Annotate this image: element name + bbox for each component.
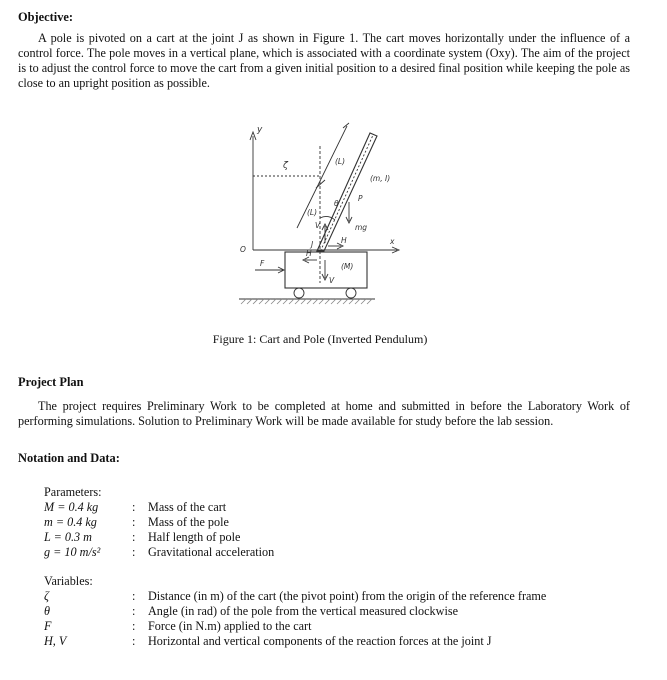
label-mg: mg bbox=[355, 223, 368, 232]
label-zeta: ζ bbox=[283, 161, 288, 171]
variable-symbol: ζ bbox=[44, 589, 49, 603]
variable-symbol: H, V bbox=[44, 634, 67, 648]
separator: : bbox=[132, 634, 136, 648]
parameter-symbol: m = 0.4 kg bbox=[44, 515, 97, 529]
objective-heading: Objective: bbox=[18, 10, 74, 24]
parameter-description: Gravitational acceleration bbox=[148, 545, 275, 559]
parameter-description: Half length of pole bbox=[148, 530, 241, 544]
separator: : bbox=[132, 530, 136, 544]
label-O: O bbox=[240, 245, 246, 254]
variable-description: Force (in N.m) applied to the cart bbox=[148, 619, 312, 633]
pole-centerline bbox=[321, 134, 374, 251]
cart-wheel-right bbox=[346, 288, 356, 298]
parameter-symbol: L = 0.3 m bbox=[44, 530, 92, 544]
label-V-down: V bbox=[329, 276, 335, 285]
cart-wheel-left bbox=[294, 288, 304, 298]
variable-description: Angle (in rad) of the pole from the vertical measured clockwise bbox=[148, 604, 458, 618]
label-L-mid: (L) bbox=[307, 208, 318, 217]
separator: : bbox=[132, 545, 136, 559]
variables-label: Variables: bbox=[44, 574, 93, 588]
separator: : bbox=[132, 589, 136, 603]
label-V-up: V bbox=[315, 221, 321, 230]
variable-symbol: F bbox=[44, 619, 52, 633]
parameters-list bbox=[44, 500, 604, 562]
cart-pole-figure bbox=[225, 118, 415, 308]
parameter-description: Mass of the pole bbox=[148, 515, 229, 529]
parameter-symbol: g = 10 m/s² bbox=[44, 545, 101, 559]
project-plan-paragraph: The project requires Preliminary Work to be completed at home and submitted in before the Laboratory Work of performing simulations. Solution to Preliminary Work will be made available for study before the lab session. bbox=[18, 399, 630, 428]
separator: : bbox=[132, 619, 136, 633]
label-J: J bbox=[311, 240, 314, 249]
figure-caption: Figure 1: Cart and Pole (Inverted Pendulum) bbox=[212, 332, 428, 346]
label-H-left: H bbox=[306, 249, 312, 258]
parameter-symbol: M = 0.4 kg bbox=[44, 500, 99, 514]
label-mass-inertia: (m, I) bbox=[370, 174, 391, 183]
label-L-top: (L) bbox=[335, 157, 346, 166]
ground-hatching bbox=[241, 299, 372, 304]
cart-pole-diagram bbox=[225, 118, 415, 308]
label-x: x bbox=[390, 237, 395, 246]
parameter-description: Mass of the cart bbox=[148, 500, 227, 514]
cart-body bbox=[285, 252, 367, 288]
label-theta: θ bbox=[334, 199, 339, 208]
variables-list bbox=[44, 589, 644, 651]
separator: : bbox=[132, 500, 136, 514]
variable-description: Distance (in m) of the cart (the pivot point) from the origin of the reference frame bbox=[148, 589, 547, 603]
project-plan-heading: Project Plan bbox=[18, 375, 84, 389]
length-tick-mid bbox=[316, 180, 325, 188]
pole-length-marker bbox=[297, 126, 347, 228]
notation-heading: Notation and Data: bbox=[18, 451, 120, 465]
label-P: P bbox=[358, 194, 363, 203]
variable-symbol: θ bbox=[44, 604, 50, 618]
label-F: F bbox=[260, 259, 265, 268]
separator: : bbox=[132, 515, 136, 529]
label-M: (M) bbox=[341, 262, 354, 271]
label-H-right: H bbox=[341, 236, 347, 245]
label-y: y bbox=[257, 125, 263, 135]
parameters-label: Parameters: bbox=[44, 485, 102, 499]
objective-paragraph: A pole is pivoted on a cart at the joint J as shown in Figure 1. The cart moves horizontally under the influence of a control force. The pole moves in a vertical plane, which is associated with a coordinate system (Oxy). The aim of the project is to adjust the control force to move the cart from a given initial position to a desired final position while keeping the pole as close to an upright position as possible. bbox=[18, 31, 630, 90]
separator: : bbox=[132, 604, 136, 618]
variable-description: Horizontal and vertical components of the reaction forces at the joint J bbox=[148, 634, 492, 648]
